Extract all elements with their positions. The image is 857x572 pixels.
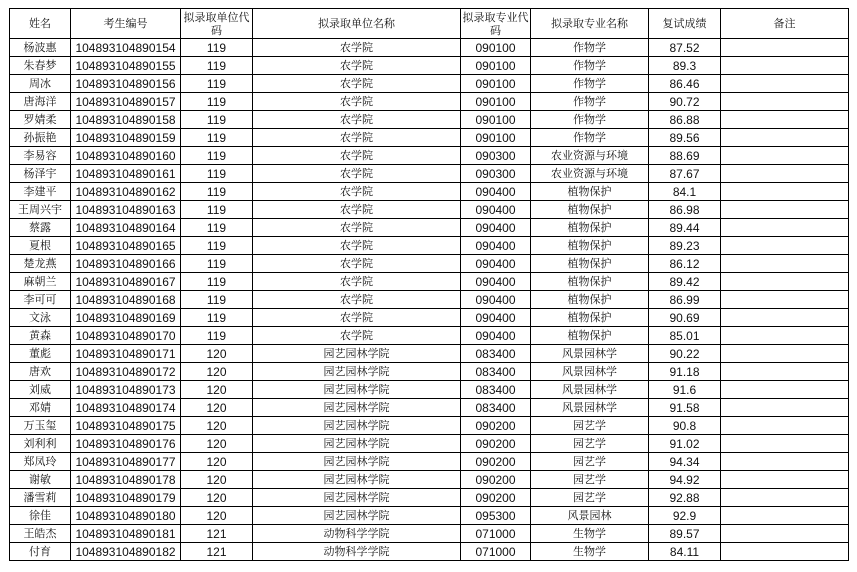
- table-row: [10, 453, 849, 471]
- cell-exam-no: 104893104890173: [71, 381, 181, 399]
- cell-unit-code: 119: [181, 273, 253, 291]
- cell-unit-code: 120: [181, 453, 253, 471]
- cell-major-name: 作物学: [531, 93, 649, 111]
- cell-major-name: 生物学: [531, 543, 649, 561]
- table-row: [10, 111, 849, 129]
- header-unit-code: 拟录取单位代码: [181, 9, 253, 39]
- cell-unit-code: 120: [181, 489, 253, 507]
- cell-name: 付育: [10, 543, 71, 561]
- cell-unit-name: 园艺园林学院: [253, 471, 461, 489]
- cell-score: 85.01: [649, 327, 721, 345]
- cell-unit-name: 园艺园林学院: [253, 435, 461, 453]
- table-body: [10, 39, 849, 561]
- cell-exam-no: 104893104890175: [71, 417, 181, 435]
- cell-exam-no: 104893104890155: [71, 57, 181, 75]
- cell-exam-no: 104893104890158: [71, 111, 181, 129]
- cell-major-code: 071000: [461, 525, 531, 543]
- cell-score: 84.11: [649, 543, 721, 561]
- cell-major-code: 090400: [461, 309, 531, 327]
- cell-unit-name: 园艺园林学院: [253, 381, 461, 399]
- cell-major-name: 植物保护: [531, 255, 649, 273]
- cell-major-code: 071000: [461, 543, 531, 561]
- cell-major-code: 090100: [461, 129, 531, 147]
- cell-major-name: 园艺学: [531, 453, 649, 471]
- cell-score: 91.58: [649, 399, 721, 417]
- table-row: [10, 201, 849, 219]
- cell-name: 李建平: [10, 183, 71, 201]
- table-header: [10, 9, 849, 39]
- cell-exam-no: 104893104890160: [71, 147, 181, 165]
- table-row: [10, 543, 849, 561]
- cell-score: 86.12: [649, 255, 721, 273]
- cell-major-code: 090200: [461, 471, 531, 489]
- cell-major-code: 083400: [461, 363, 531, 381]
- cell-unit-name: 农学院: [253, 309, 461, 327]
- cell-name: 杨泽宇: [10, 165, 71, 183]
- cell-remark: [721, 435, 849, 453]
- cell-major-name: 园艺学: [531, 489, 649, 507]
- table-row: [10, 291, 849, 309]
- header-major-code: 拟录取专业代码: [462, 10, 529, 37]
- cell-exam-no: 104893104890163: [71, 201, 181, 219]
- cell-major-code: 090400: [461, 183, 531, 201]
- table-row: [10, 93, 849, 111]
- table-row: [10, 183, 849, 201]
- cell-major-code: 090400: [461, 201, 531, 219]
- cell-major-name: 植物保护: [531, 201, 649, 219]
- cell-unit-name: 园艺园林学院: [253, 417, 461, 435]
- cell-unit-name: 农学院: [253, 57, 461, 75]
- cell-major-name: 作物学: [531, 129, 649, 147]
- cell-remark: [721, 345, 849, 363]
- cell-unit-code: 119: [181, 75, 253, 93]
- cell-exam-no: 104893104890176: [71, 435, 181, 453]
- cell-name: 黄森: [10, 327, 71, 345]
- cell-score: 89.23: [649, 237, 721, 255]
- table-row: [10, 381, 849, 399]
- cell-major-name: 风景园林学: [531, 363, 649, 381]
- cell-remark: [721, 39, 849, 57]
- cell-name: 周冰: [10, 75, 71, 93]
- cell-unit-code: 120: [181, 345, 253, 363]
- table-row: [10, 327, 849, 345]
- cell-unit-code: 120: [181, 507, 253, 525]
- cell-remark: [721, 255, 849, 273]
- cell-exam-no: 104893104890171: [71, 345, 181, 363]
- cell-name: 罗婧柔: [10, 111, 71, 129]
- cell-major-name: 植物保护: [531, 309, 649, 327]
- cell-unit-code: 119: [181, 147, 253, 165]
- cell-exam-no: 104893104890179: [71, 489, 181, 507]
- cell-major-code: 090400: [461, 237, 531, 255]
- cell-name: 王皓杰: [10, 525, 71, 543]
- cell-exam-no: 104893104890167: [71, 273, 181, 291]
- cell-major-code: 090300: [461, 165, 531, 183]
- cell-unit-code: 119: [181, 291, 253, 309]
- cell-remark: [721, 93, 849, 111]
- table-row: [10, 399, 849, 417]
- cell-remark: [721, 381, 849, 399]
- cell-major-name: 风景园林学: [531, 381, 649, 399]
- cell-unit-name: 农学院: [253, 111, 461, 129]
- cell-score: 92.88: [649, 489, 721, 507]
- cell-unit-name: 农学院: [253, 75, 461, 93]
- cell-unit-code: 119: [181, 183, 253, 201]
- table-row: [10, 75, 849, 93]
- cell-score: 91.6: [649, 381, 721, 399]
- cell-major-name: 作物学: [531, 57, 649, 75]
- cell-score: 89.3: [649, 57, 721, 75]
- cell-major-code: 090100: [461, 75, 531, 93]
- cell-major-name: 植物保护: [531, 273, 649, 291]
- table-row: [10, 525, 849, 543]
- cell-major-name: 农业资源与环境: [531, 165, 649, 183]
- cell-unit-name: 园艺园林学院: [253, 507, 461, 525]
- cell-name: 李易容: [10, 147, 71, 165]
- cell-name: 潘雪莉: [10, 489, 71, 507]
- cell-remark: [721, 489, 849, 507]
- cell-unit-code: 119: [181, 309, 253, 327]
- cell-exam-no: 104893104890170: [71, 327, 181, 345]
- cell-exam-no: 104893104890169: [71, 309, 181, 327]
- cell-name: 文泳: [10, 309, 71, 327]
- cell-unit-name: 农学院: [253, 129, 461, 147]
- cell-remark: [721, 327, 849, 345]
- cell-score: 86.98: [649, 201, 721, 219]
- cell-exam-no: 104893104890182: [71, 543, 181, 561]
- cell-name: 董彪: [10, 345, 71, 363]
- cell-name: 夏根: [10, 237, 71, 255]
- cell-major-code: 095300: [461, 507, 531, 525]
- cell-remark: [721, 129, 849, 147]
- cell-major-code: 083400: [461, 381, 531, 399]
- cell-unit-name: 农学院: [253, 201, 461, 219]
- cell-name: 谢敏: [10, 471, 71, 489]
- cell-score: 91.02: [649, 435, 721, 453]
- cell-exam-no: 104893104890166: [71, 255, 181, 273]
- table-row: [10, 129, 849, 147]
- cell-score: 92.9: [649, 507, 721, 525]
- cell-unit-code: 120: [181, 381, 253, 399]
- table-row: [10, 273, 849, 291]
- cell-major-name: 生物学: [531, 525, 649, 543]
- cell-exam-no: 104893104890168: [71, 291, 181, 309]
- cell-major-name: 植物保护: [531, 237, 649, 255]
- cell-remark: [721, 525, 849, 543]
- cell-name: 唐欢: [10, 363, 71, 381]
- cell-major-code: 090200: [461, 453, 531, 471]
- cell-major-code: 090100: [461, 39, 531, 57]
- cell-major-name: 植物保护: [531, 291, 649, 309]
- cell-unit-name: 农学院: [253, 273, 461, 291]
- cell-unit-name: 农学院: [253, 93, 461, 111]
- cell-score: 90.72: [649, 93, 721, 111]
- cell-remark: [721, 165, 849, 183]
- cell-remark: [721, 363, 849, 381]
- cell-unit-name: 农学院: [253, 291, 461, 309]
- cell-major-name: 风景园林学: [531, 345, 649, 363]
- cell-unit-name: 农学院: [253, 255, 461, 273]
- table-row: [10, 309, 849, 327]
- table-row: [10, 39, 849, 57]
- cell-exam-no: 104893104890161: [71, 165, 181, 183]
- cell-score: 89.44: [649, 219, 721, 237]
- cell-score: 94.92: [649, 471, 721, 489]
- table-row: [10, 489, 849, 507]
- cell-major-name: 风景园林学: [531, 399, 649, 417]
- table-row: [10, 507, 849, 525]
- admission-table: [9, 8, 849, 561]
- cell-name: 刘威: [10, 381, 71, 399]
- cell-unit-name: 农学院: [253, 219, 461, 237]
- cell-exam-no: 104893104890181: [71, 525, 181, 543]
- cell-major-name: 植物保护: [531, 219, 649, 237]
- cell-major-code: 090400: [461, 273, 531, 291]
- header-major-name: 拟录取专业名称: [531, 9, 649, 39]
- cell-remark: [721, 183, 849, 201]
- table-row: [10, 363, 849, 381]
- header-name: 姓名: [10, 9, 71, 39]
- cell-remark: [721, 507, 849, 525]
- cell-unit-name: 农学院: [253, 237, 461, 255]
- cell-exam-no: 104893104890156: [71, 75, 181, 93]
- cell-score: 87.52: [649, 39, 721, 57]
- cell-score: 88.69: [649, 147, 721, 165]
- cell-remark: [721, 237, 849, 255]
- table-row: [10, 345, 849, 363]
- cell-unit-name: 农学院: [253, 165, 461, 183]
- cell-score: 89.57: [649, 525, 721, 543]
- cell-major-name: 作物学: [531, 75, 649, 93]
- cell-name: 孙振艳: [10, 129, 71, 147]
- cell-major-name: 植物保护: [531, 183, 649, 201]
- cell-major-code: 090400: [461, 327, 531, 345]
- cell-name: 郑凤玲: [10, 453, 71, 471]
- cell-major-name: 园艺学: [531, 417, 649, 435]
- cell-exam-no: 104893104890157: [71, 93, 181, 111]
- cell-unit-code: 120: [181, 363, 253, 381]
- cell-unit-code: 120: [181, 399, 253, 417]
- table-row: [10, 471, 849, 489]
- cell-name: 刘利利: [10, 435, 71, 453]
- cell-exam-no: 104893104890154: [71, 39, 181, 57]
- cell-unit-code: 119: [181, 93, 253, 111]
- cell-remark: [721, 111, 849, 129]
- cell-remark: [721, 219, 849, 237]
- cell-remark: [721, 399, 849, 417]
- cell-name: 王周兴宇: [10, 201, 71, 219]
- cell-unit-code: 119: [181, 111, 253, 129]
- cell-unit-code: 121: [181, 525, 253, 543]
- table-row: [10, 417, 849, 435]
- cell-unit-code: 120: [181, 417, 253, 435]
- cell-score: 86.46: [649, 75, 721, 93]
- cell-unit-code: 119: [181, 129, 253, 147]
- cell-major-name: 植物保护: [531, 327, 649, 345]
- cell-exam-no: 104893104890180: [71, 507, 181, 525]
- cell-exam-no: 104893104890178: [71, 471, 181, 489]
- header-score: 复试成绩: [649, 9, 721, 39]
- cell-score: 84.1: [649, 183, 721, 201]
- cell-name: 蔡露: [10, 219, 71, 237]
- cell-major-name: 作物学: [531, 39, 649, 57]
- cell-major-code: 090400: [461, 219, 531, 237]
- cell-major-code: 090100: [461, 93, 531, 111]
- cell-unit-name: 园艺园林学院: [253, 399, 461, 417]
- cell-major-code: 090400: [461, 255, 531, 273]
- cell-unit-code: 119: [181, 165, 253, 183]
- cell-name: 徐佳: [10, 507, 71, 525]
- cell-unit-code: 119: [181, 39, 253, 57]
- cell-major-code: 083400: [461, 345, 531, 363]
- cell-major-code: 090200: [461, 417, 531, 435]
- cell-major-name: 风景园林: [531, 507, 649, 525]
- cell-score: 89.42: [649, 273, 721, 291]
- cell-unit-code: 119: [181, 255, 253, 273]
- cell-unit-code: 120: [181, 471, 253, 489]
- cell-remark: [721, 201, 849, 219]
- cell-score: 86.99: [649, 291, 721, 309]
- cell-remark: [721, 471, 849, 489]
- cell-unit-code: 119: [181, 219, 253, 237]
- cell-major-code: 090100: [461, 111, 531, 129]
- cell-remark: [721, 57, 849, 75]
- cell-score: 94.34: [649, 453, 721, 471]
- cell-exam-no: 104893104890177: [71, 453, 181, 471]
- cell-major-name: 园艺学: [531, 471, 649, 489]
- cell-score: 90.22: [649, 345, 721, 363]
- cell-unit-name: 农学院: [253, 327, 461, 345]
- cell-remark: [721, 147, 849, 165]
- header-unit-name: 拟录取单位名称: [253, 9, 461, 39]
- cell-major-code: 090300: [461, 147, 531, 165]
- cell-name: 朱春梦: [10, 57, 71, 75]
- cell-remark: [721, 291, 849, 309]
- cell-major-name: 农业资源与环境: [531, 147, 649, 165]
- table-row: [10, 147, 849, 165]
- cell-remark: [721, 453, 849, 471]
- cell-unit-name: 动物科学学院: [253, 525, 461, 543]
- cell-unit-name: 园艺园林学院: [253, 345, 461, 363]
- cell-score: 89.56: [649, 129, 721, 147]
- cell-name: 麻朝兰: [10, 273, 71, 291]
- cell-major-code: 090200: [461, 435, 531, 453]
- cell-major-code: 090200: [461, 489, 531, 507]
- table-row: [10, 255, 849, 273]
- cell-exam-no: 104893104890174: [71, 399, 181, 417]
- table-row: [10, 435, 849, 453]
- cell-unit-name: 农学院: [253, 183, 461, 201]
- cell-score: 86.88: [649, 111, 721, 129]
- cell-score: 87.67: [649, 165, 721, 183]
- header-exam-no: 考生编号: [71, 9, 181, 39]
- table-row: [10, 219, 849, 237]
- table-row: [10, 165, 849, 183]
- cell-unit-code: 119: [181, 237, 253, 255]
- cell-major-code: 083400: [461, 399, 531, 417]
- cell-unit-code: 119: [181, 327, 253, 345]
- cell-major-name: 园艺学: [531, 435, 649, 453]
- cell-unit-code: 119: [181, 57, 253, 75]
- cell-unit-name: 园艺园林学院: [253, 363, 461, 381]
- cell-score: 91.18: [649, 363, 721, 381]
- cell-unit-name: 动物科学学院: [253, 543, 461, 561]
- cell-name: 李可可: [10, 291, 71, 309]
- cell-remark: [721, 543, 849, 561]
- cell-remark: [721, 417, 849, 435]
- table-row: [10, 57, 849, 75]
- cell-unit-name: 农学院: [253, 39, 461, 57]
- cell-unit-code: 120: [181, 435, 253, 453]
- cell-unit-name: 园艺园林学院: [253, 453, 461, 471]
- cell-name: 杨波惠: [10, 39, 71, 57]
- cell-score: 90.69: [649, 309, 721, 327]
- header-remark: 备注: [721, 9, 849, 39]
- cell-name: 万玉玺: [10, 417, 71, 435]
- cell-major-name: 作物学: [531, 111, 649, 129]
- cell-unit-name: 农学院: [253, 147, 461, 165]
- cell-name: 邓婧: [10, 399, 71, 417]
- cell-major-code: 090100: [461, 57, 531, 75]
- cell-name: 唐海洋: [10, 93, 71, 111]
- cell-exam-no: 104893104890172: [71, 363, 181, 381]
- cell-remark: [721, 309, 849, 327]
- cell-unit-code: 121: [181, 543, 253, 561]
- cell-remark: [721, 75, 849, 93]
- cell-exam-no: 104893104890164: [71, 219, 181, 237]
- cell-unit-name: 园艺园林学院: [253, 489, 461, 507]
- cell-name: 楚龙燕: [10, 255, 71, 273]
- cell-exam-no: 104893104890165: [71, 237, 181, 255]
- cell-major-code: 090400: [461, 291, 531, 309]
- table-row: [10, 237, 849, 255]
- cell-remark: [721, 273, 849, 291]
- cell-exam-no: 104893104890159: [71, 129, 181, 147]
- cell-score: 90.8: [649, 417, 721, 435]
- cell-unit-code: 119: [181, 201, 253, 219]
- header-row: [10, 9, 849, 39]
- cell-exam-no: 104893104890162: [71, 183, 181, 201]
